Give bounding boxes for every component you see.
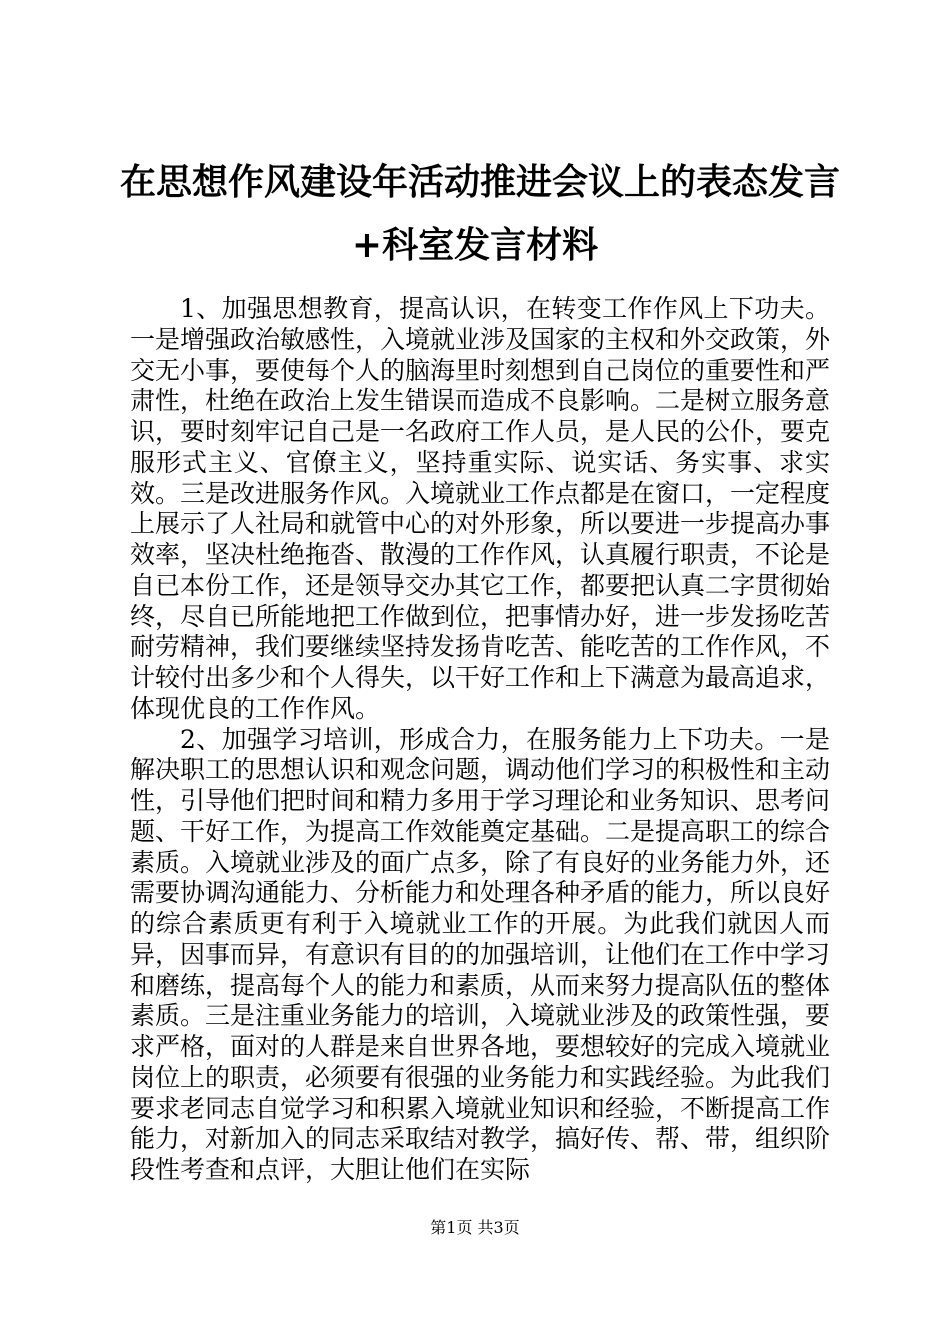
- document-body: [130, 294, 830, 1186]
- paragraph-1: 1、加强思想教育，提高认识，在转变工作作风上下功夫。一是增强政治敏感性，入境就业涉及国家的主权和外交政策，外交无小事，要使每个人的脑海里时刻想到自己岗位的重要性和严肃性，杜绝在政治上发生错误而造成不良影响。二是树立服务意识，要时刻牢记自己是一名政府工作人员，是人民的公仆，要克服形式主义、官僚主义，坚持重实际、说实话、务实事、求实效。三是改进服务作风。入境就业工作点都是在窗口，一定程度上展示了人社局和就管中心的对外形象，所以要进一步提高办事效率，坚决杜绝拖沓、散漫的工作作风，认真履行职责，不论是自已本份工作，还是领导交办其它工作，都要把认真二字贯彻始终，尽自已所能地把工作做到位，把事情办好，进一步发扬吃苦耐劳精神，我们要继续坚持发扬肯吃苦、能吃苦的工作作风，不计较付出多少和个人得失，以干好工作和上下满意为最高追求，体现优良的工作作风。: [130, 294, 831, 723]
- document-title-line-1: 在思想作风建设年活动推进会议上的表态发言: [120, 161, 841, 203]
- paragraph-2: 2、加强学习培训，形成合力，在服务能力上下功夫。一是解决职工的思想认识和观念问题，调动他们学习的积极性和主动性，引导他们把时间和精力多用于学习理论和业务知识、思考问题、干好工作，为提高工作效能奠定基础。二是提高职工的综合素质。入境就业涉及的面广点多，除了有良好的业务能力外，还需要协调沟通能力、分析能力和处理各种矛盾的能力，所以良好的综合素质更有利于入境就业工作的开展。为此我们就因人而异，因事而异，有意识有目的的加强培训，让他们在工作中学习和磨练，提高每个人的能力和素质，从而来努力提高队伍的整体素质。三是注重业务能力的培训，入境就业涉及的政策性强，要求严格，面对的人群是来自世界各地，要想较好的完成入境就业岗位上的职责，必须要有很强的业务能力和实践经验。为此我们要求老同志自觉学习和积累入境就业知识和经验，不断提高工作能力，对新加入的同志采取结对教学，搞好传、帮、带，组织阶段性考查和点评，大胆让他们在实际: [130, 724, 831, 1184]
- document-title-line-2: +科室发言材料: [351, 224, 599, 266]
- page-number-footer: 第1页 共3页: [430, 1218, 520, 1237]
